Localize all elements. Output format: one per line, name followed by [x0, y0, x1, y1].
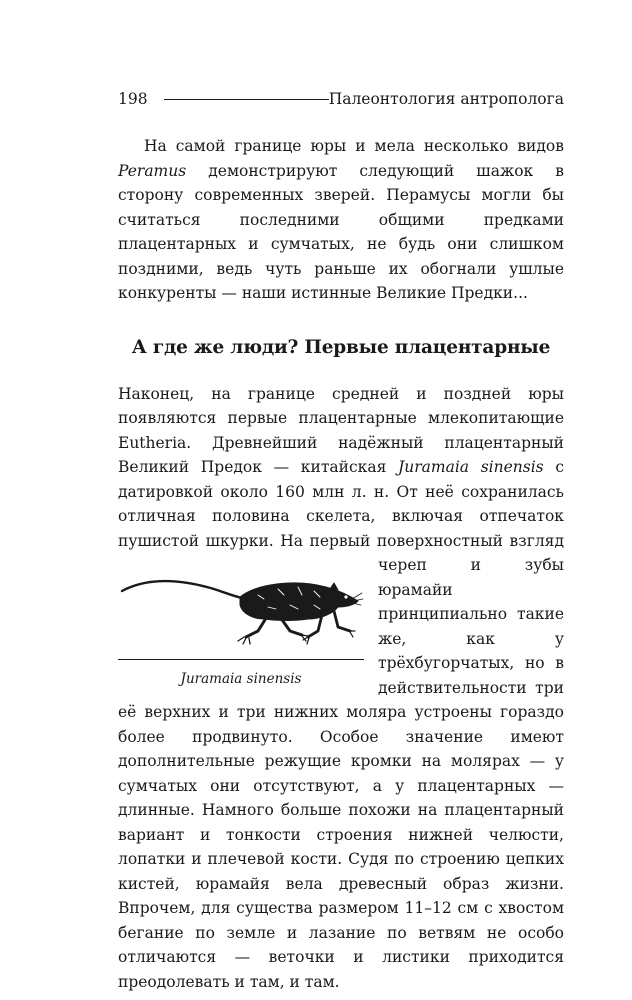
body-text: [118, 134, 564, 994]
header-rule: [164, 99, 329, 100]
paragraph-text: взгляд череп и зубы юрамайи принципиально такие же, как у трёхбугорчатых, но в действительности три её верхних и три нижних моляра устроены гораздо более продвинуто. Особое значение имеют дополнительные режущие кромки на молярах — у сумчатых они отсутствуют, а у плацентарных — длинные. Намного больше похожи на плацентарный вариант и тонкости строения нижней челюсти, лопатки и плечевой кости. Судя по строению цепких кистей, юрамайя вела древесный образ жизни. Впрочем, для существа размером 11–12 см с хвостом бегание по земле и лазание по ветвям не особо отличаются — веточки и листики приходится преодолевать и там, и там.: [118, 531, 564, 991]
figure-rule: [118, 659, 364, 660]
paragraph-text: На самой границе юры и мела несколько видов: [144, 137, 564, 155]
running-header: [118, 86, 564, 112]
paragraph-text: демонстрируют следующий шажок в сторону современных зверей. Перамусы могли бы считаться последними общими предками плацентарных и сумчатых, не будь они слишком поздними, ведь чуть раньше их обогнали ушлые конкуренты — наши истинные Великие Предки...: [118, 161, 564, 302]
species-name: Juramaia sinensis: [398, 458, 544, 476]
juramaia-figure: [118, 575, 364, 688]
figure-caption: Juramaia sinensis: [180, 671, 302, 687]
paragraph-text: Наконец, на границе средней и поздней юры появляются первые плацентарные млекопитающие Eutheria. Древнейший надёжный плацентарный Великий Предок — китайская: [118, 384, 564, 476]
paragraph-peramus: [118, 134, 564, 306]
page-number: 198: [118, 90, 148, 108]
section-heading: А где же люди? Первые плацентарные: [131, 336, 551, 358]
genus-name: Peramus: [118, 161, 187, 180]
juramaia-illustration: [118, 575, 364, 647]
paragraph-juramaia: [118, 382, 564, 995]
paragraph-text: с датировкой около 160 млн л. н. От неё сохранилась отличная половина скелета, включая отпечаток пушистой шкурки. На первый поверхностный: [118, 458, 565, 550]
running-title: Палеонтология антрополога: [328, 90, 564, 108]
book-page: [118, 86, 564, 994]
